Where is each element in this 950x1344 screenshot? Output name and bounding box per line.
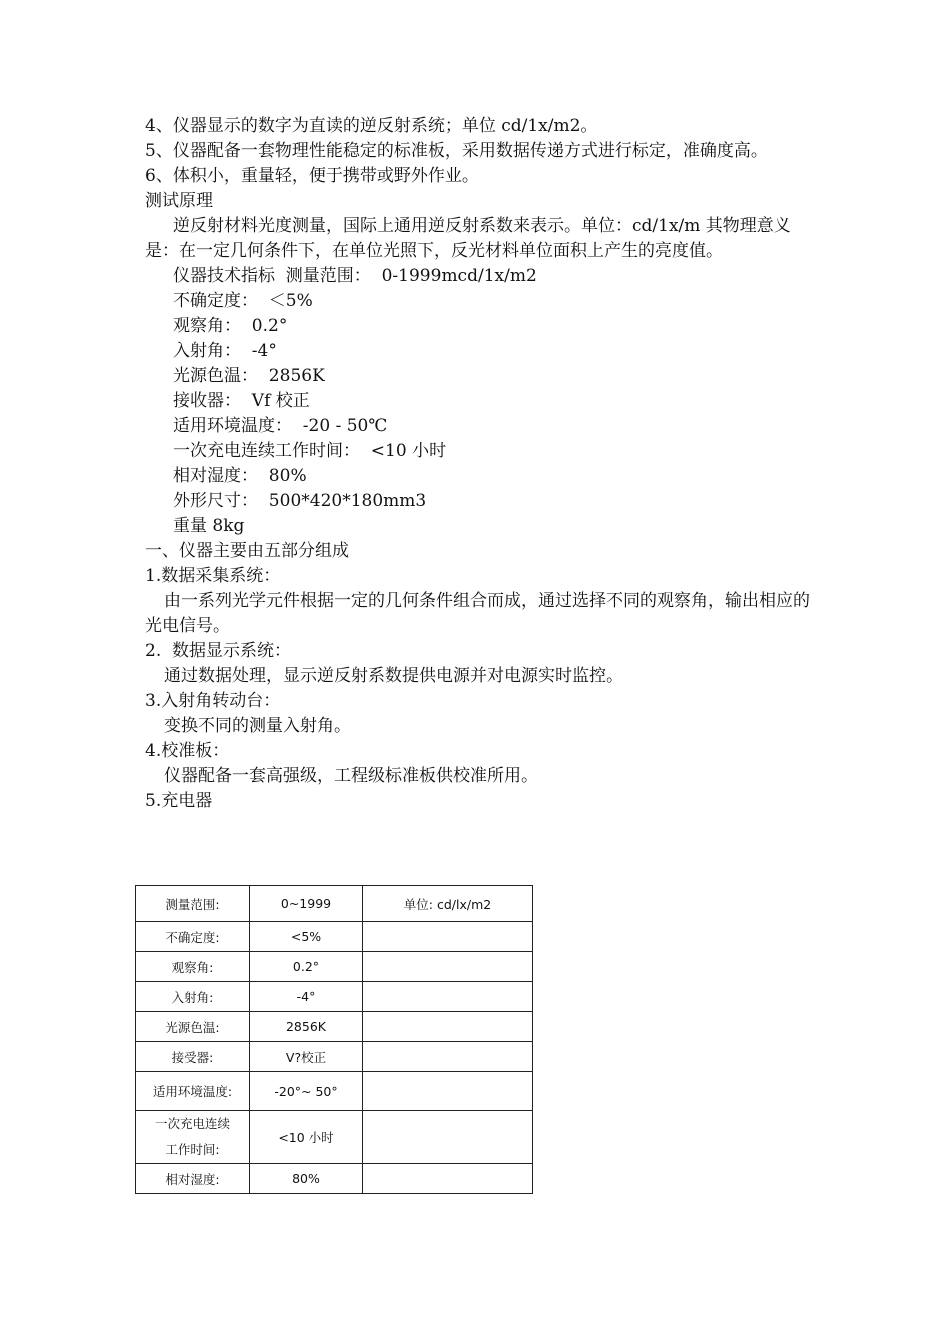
table-cell: 2856K: [250, 1012, 363, 1042]
component-1-desc: 由一系列光学元件根据一定的几何条件组合而成，通过选择不同的观察角，输出相应的光电信号。: [145, 591, 810, 636]
table-cell: -4°: [250, 982, 363, 1012]
table-row: [136, 1072, 533, 1111]
spec-table: [135, 885, 533, 1194]
table-row: [136, 982, 533, 1012]
component-2-title: 2. 数据显示系统：: [145, 641, 292, 661]
table-cell: [363, 1164, 533, 1194]
table-cell: [363, 1042, 533, 1072]
spec-receiver: 接收器： Vf 校正: [173, 391, 310, 411]
section-heading-test-principle: 测试原理: [145, 191, 213, 211]
spec-weight: 重量 8kg: [173, 516, 245, 536]
section-heading-components: 一、仪器主要由五部分组成: [145, 541, 349, 561]
table-cell: 单位: cd/lx/m2: [363, 886, 533, 922]
table-cell: [136, 1111, 250, 1164]
table-row: [136, 922, 533, 952]
table-cell: [363, 982, 533, 1012]
table-cell: V?校正: [250, 1042, 363, 1072]
table-row: [136, 886, 533, 922]
table-cell: [363, 1072, 533, 1111]
component-4-desc: 仪器配备一套高强级，工程级标准板供校准所用。: [164, 766, 538, 786]
component-3-desc: 变换不同的测量入射角。: [164, 716, 351, 736]
table-cell: 接受器:: [136, 1042, 250, 1072]
component-4-title: 4.校准板：: [145, 741, 230, 761]
principle-paragraph: 逆反射材料光度测量，国际上通用逆反射系数来表示。单位：cd/1x/m 其物理意义是：在一定几何条件下，在单位光照下，反光材料单位面积上产生的亮度值。: [145, 216, 791, 261]
table-cell: <10 小时: [250, 1111, 363, 1164]
table-cell: 80%: [250, 1164, 363, 1194]
spec-charge-time: 一次充电连续工作时间： <10 小时: [173, 441, 447, 461]
spec-uncertainty: 不确定度： ＜5%: [173, 291, 313, 311]
spec-measure-range: 仪器技术指标 测量范围： 0-1999mcd/1x/m2: [173, 266, 537, 286]
table-row: [136, 952, 533, 982]
table-cell: 0~1999: [250, 886, 363, 922]
table-cell: 相对湿度:: [136, 1164, 250, 1194]
table-cell: [363, 952, 533, 982]
component-1-title: 1.数据采集系统：: [145, 566, 281, 586]
component-3-title: 3.入射角转动台：: [145, 691, 281, 711]
table-row: [136, 1111, 533, 1164]
table-row: [136, 1042, 533, 1072]
table-row: [136, 1164, 533, 1194]
spec-humidity: 相对湿度： 80%: [173, 466, 307, 486]
table-cell: 光源色温:: [136, 1012, 250, 1042]
item-6: 6、体积小，重量轻，便于携带或野外作业。: [145, 166, 479, 186]
cell-line: 工作时间:: [165, 1142, 220, 1157]
table-cell: 观察角:: [136, 952, 250, 982]
spec-color-temperature: 光源色温： 2856K: [173, 366, 325, 386]
table-cell: [363, 1111, 533, 1164]
table-cell: <5%: [250, 922, 363, 952]
spec-ambient-temperature: 适用环境温度： -20 - 50℃: [173, 416, 388, 436]
table-cell: [363, 1012, 533, 1042]
table-cell: 入射角:: [136, 982, 250, 1012]
spec-incidence-angle: 入射角： -4°: [173, 341, 277, 361]
spec-observation-angle: 观察角： 0.2°: [173, 316, 288, 336]
spec-dimensions: 外形尺寸： 500*420*180mm3: [173, 491, 427, 511]
body-text: [145, 114, 815, 814]
table-cell: 测量范围:: [136, 886, 250, 922]
table-cell: [363, 922, 533, 952]
table-row: [136, 1012, 533, 1042]
component-5-title: 5.充电器: [145, 791, 213, 811]
item-4: 4、仪器显示的数字为直读的逆反射系统；单位 cd/1x/m2。: [145, 116, 598, 136]
table-cell: 适用环境温度:: [136, 1072, 250, 1111]
item-5: 5、仪器配备一套物理性能稳定的标准板，采用数据传递方式进行标定，准确度高。: [145, 141, 768, 161]
table-cell: 0.2°: [250, 952, 363, 982]
cell-line: 一次充电连续: [154, 1116, 230, 1131]
table-cell: 不确定度:: [136, 922, 250, 952]
component-2-desc: 通过数据处理，显示逆反射系数提供电源并对电源实时监控。: [164, 666, 623, 686]
table-cell: -20°~ 50°: [250, 1072, 363, 1111]
